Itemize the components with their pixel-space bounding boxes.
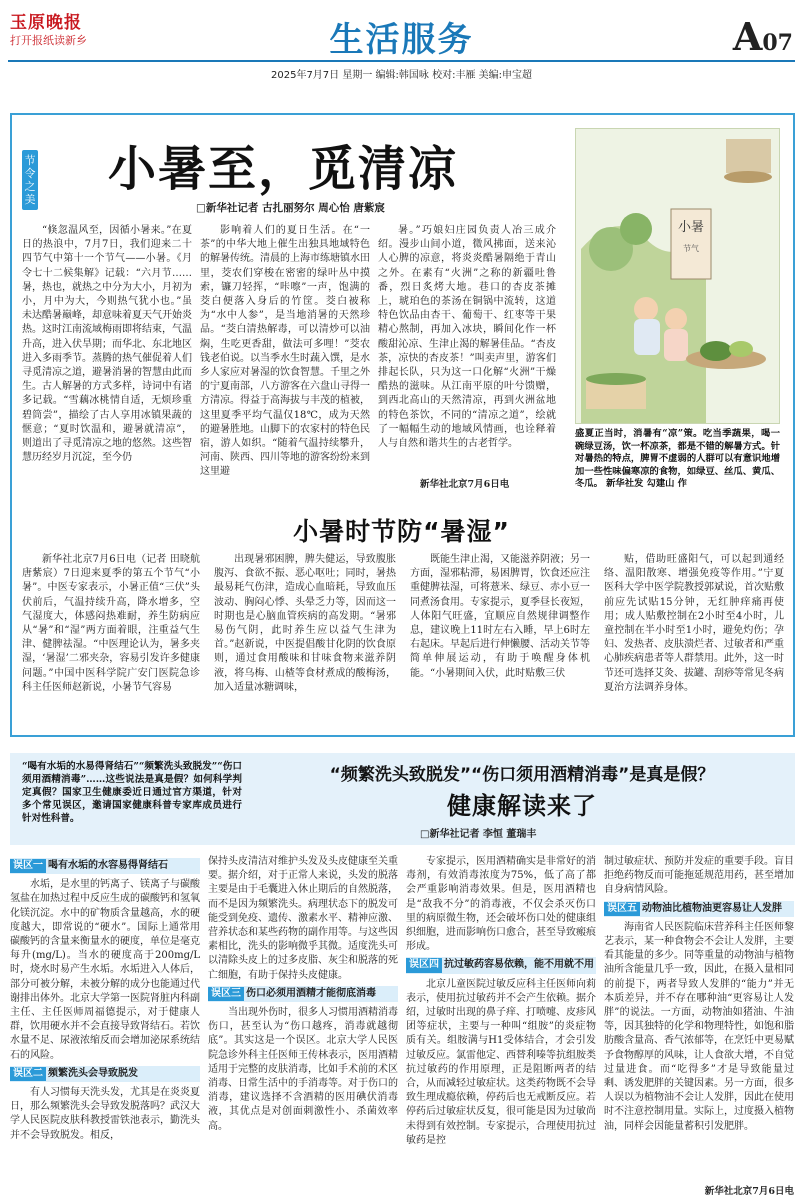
article3-column-4: 制过敏症状、预防并发症的重要手段。盲目拒绝药物反而可能拖延规范用药，甚至增加自身病情风险。 误区五 动物油比植物油更容易让人发胖 海南省人民医院临床营养科主任医师黎艺表示，某一种食物会不会让人发胖，主要看其能量的多少。同等重量的动物油与植物油所含能量几乎一致，因此，在摄入量相同的前提下，两者导致人发胖的“能力”并无本质差异，并不存在哪种油“更容易让人发胖”的说法。一方面，动物油如猪油、牛油等，因其独特的化学和物理特性，如饱和脂肪酸含量高、香气浓郁等，在烹饪中更易赋予食物醇厚的风味，让人食欲大增，不自觉过量进食。而“吃得多”才是导致能量过剩、诱发肥胖的关键因素。另一方面，很多人误以为植物油不会让人发胖，因此在使用时不注意控制用量。实际上，过度摄入植物油，同样会因能量蓄积引发肥胖。 [604, 856, 794, 1132]
myth-4-heading: 误区四 抗过敏药容易依赖，能不用就不用 [406, 957, 596, 973]
masthead-divider [8, 60, 795, 62]
illustration-caption: 盛夏正当时，消暑有“凉”策。吃当季蔬果，喝一碗绿豆汤，饮一杯凉茶，都是不错的解暑方式。针对暑热的特点，脾胃不虚弱的人群可以有意识地增加一些性味偏寒凉的食物，如绿豆、丝瓜、黄瓜、冬瓜。 新华社发 勾建山 作 [575, 428, 780, 489]
illustration-art [576, 129, 780, 424]
article3-intro: “喝有水垢的水易得肾结石”“频繁洗头致脱发”“伤口须用酒精消毒”……这些说法是真是假？如何科学判定真假？国家卫生健康委近日通过官方渠道，针对多个常见误区，邀请国家健康科普专家库成员进行针对性科普。 [22, 761, 242, 824]
article1-byline: □新华社记者 古扎丽努尔 周心怡 唐紫宸 [196, 202, 385, 214]
article3-column-2: 保持头皮清洁对维护头发及头皮健康至关重要。据介绍，对于正常人来说，头发的脱落主要是由于毛囊进入休止期后的自然脱落，而不是因为频繁洗头。病理状态下的脱发可能受到免疫、遗传、激素水平、精神应激、营养状态和某些药物的副作用等。与这些因素相比，洗头的影响微乎其微。适度洗头可以清除头皮上的过多皮脂、灰尘和脱落的死亡细胞，有助于保持头皮健康。 误区三 伤口必须用酒精才能彻底消毒 当出现外伤时，很多人习惯用酒精消毒伤口，甚至认为“伤口越疼，消毒就越彻底”。其实这是一个误区。北京大学人民医院急诊外科主任医师王传林表示，医用酒精适用于完整的皮肤消毒，比如手术前的术区消毒、日常生活中的手消毒等。对于伤口的消毒，建议选择不含酒精的医用碘伏消毒液，其优点是对创面刺激性小、杀菌效率高。 [208, 856, 398, 1132]
article2-column-4: 贴，借助旺盛阳气，可以起到通经络、温阳散寒、增强免疫等作用。”宁夏医科大学中医学院教授郭斌说，首次贴敷前应先试贴15分钟，无红肿痒痛再使用；成人贴敷控制在2小时至4小时，儿童控制在半小时至1小时，避免灼伤；孕妇、发热者、皮肤溃烂者、过敏者和严重心肺疾病患者等人群禁用。此外，这一时节还可选择艾灸、拔罐、刮痧等常见冬病夏治方法调养身体。 [604, 554, 784, 693]
article3-column-3: 专家提示，医用酒精确实是非常好的消毒剂，有效消毒浓度为75%，低了高了都会严重影响消毒效果。但是，医用酒精也是“敌我不分”的消毒液，不仅会杀灭伤口里的病原微生物，还会破坏伤口处的健康组织细胞，进而影响伤口愈合，甚至导致瘢痕形成。 误区四 抗过敏药容易依赖，能不用就不用 北京儿童医院过敏反应科主任医师向莉表示，使用抗过敏药并不会产生依赖。据介绍，过敏时出现的鼻子痒、打喷嚏、皮疹风团等症状，主要与一种叫“组胺”的炎症物质有关。组胺满与H1受体结合，才会引发过敏反应。氯雷他定、西替利嗪等抗组胺类抗过敏药的作用原理，正是阻断两者的结合，从而减轻过敏症状。这类药物既不会导致生理成瘾依赖，停药后也无戒断反应。若停药后过敏症状反复，很可能是因为过敏尚未得到有效控制。专家提示，合理使用抗过敏药是控 [406, 856, 596, 1146]
article1-dateline: 新华社北京7月6日电 [420, 479, 510, 490]
xiaoshu-illustration [575, 128, 780, 424]
article3-column-1: 误区一 喝有水垢的水容易得肾结石 水垢，是水里的钙离子、镁离子与碳酸氢盐在加热过程中反应生成的碳酸钙和氢氧化镁沉淀。水中的矿物质含量越高，水的硬度越大，即常说的“硬水”。国际上通常用碳酸钙的含量来衡量水的硬度，单位是毫克每升(mg/L)。当水的硬度高于200mg/L时，烧水时易产生水垢。水垢进入人体后，部分可被分解，未被分解的成分也能通过代谢排出体外。北京大学第一医院肾脏内科副主任、主任医师周福德提示，对于健康人群，饮用硬水并不会直接导致肾结石。若饮水量不足、尿液浓缩反而会增加泌尿系统结石的风险。 误区二 频繁洗头会导致脱发 有人习惯每天洗头发，尤其是在炎炎夏日，那么频繁洗头会导致发脱落吗？武汉大学人民医院皮肤科教授雷铁池表示，勤洗头并不会导致脱发。相反， [10, 860, 200, 1141]
article2-column-3: 既能生津止渴，又能滋养阴液；另一方面，湿邪粘滞，易困脾胃，饮食还应注重健脾祛湿，可将薏米、绿豆、赤小豆一同煮汤食用。专家提示，夏季昼长夜短，人体阳气旺盛，宜顺应自然规律调整作息，建议晚上11时左右入睡，早上6时左右起床。早起后进行伸懒腰、活动关节等简单伸展运动，有助于唤醒身体机能。“小暑期间入伏，此时贴敷三伏 [410, 554, 590, 679]
article1-column-1: “倏忽温风至，因循小暑来。”在夏日的热浪中，7月7日，我们迎来二十四节气中第十一个节气——小暑。《月令七十二候集解》记载：“六月节……暑，热也，就热之中分为大小，月初为小，月中为大，今则热气犹小也。”虽未达酷暑巅峰，却意味着夏天气开始炎热。这时江南流域梅雨即将结束，气温升高，进入伏旱期；而华北、东北地区进入多雨季节。蒸腾的热气催促着人们寻觅清凉之道，避暑消暑的智慧由此而生。古人解暑的方式多样，诗词中有诸多记载。“雪藕冰桃情自适，无烦珍重碧筒尝”，描绘了古人享用冰镇果蔬的惬意；“夏时饮温和，避暑就清凉”，则道出了寻觅清凉之地的悠然。这些智慧历经岁月沉淀，至今仍 [22, 225, 192, 464]
article3-byline: □新华社记者 李恒 董瑞丰 [420, 829, 537, 840]
article3-headline-top: “频繁洗头致脱发”“伤口须用酒精消毒”是真是假？ [329, 765, 715, 785]
myth-1-heading: 误区一 喝有水垢的水容易得肾结石 [10, 858, 200, 874]
newspaper-slogan: 打开报纸读新乡 [10, 34, 87, 47]
column-tag: 节令之美 [22, 150, 38, 210]
svg-text:节气: 节气 [683, 244, 699, 253]
section-title: 生活服务 [329, 20, 474, 60]
myth-2-heading: 误区二 频繁洗头会导致脱发 [10, 1066, 200, 1082]
article1-headline: 小暑至，觅清凉 [108, 141, 459, 197]
issue-info: 2025年7月7日 星期一 编辑:韩国咏 校对:丰雁 美编:申宝超 [271, 70, 532, 81]
article2-column-2: 出现暑邪困脾，脾失健运，导致腹胀腹泻、食欲不振、恶心呕吐；同时，暑热最易耗气伤津，造成心血暗耗，导致血压波动、胸闷心悸、头晕乏力等，因而这一时期也是心脑血管疾病的高发期。“暑邪易伤气阴，此时养生应以益气生津为首。”赵新说，中医提倡酸甘化阴的饮食原则，通过食用酸味和甘味食物来滋养阴液，将乌梅、山楂等食材煮成的酸梅汤，加入适量冰糖调味， [214, 554, 396, 693]
svg-text:小暑: 小暑 [677, 220, 705, 235]
myth-5-heading: 误区五 动物油比植物油更容易让人发胖 [604, 901, 794, 917]
article1-column-2: 影响着人们的夏日生活。在“一茶”的中华大地上催生出独具地域特色的解暑传统。清晨的上海市练塘镇水田里，茭农们穿梭在密密的绿叶丛中摸索，镰刀轻挥，“咔嚓”一声，饱满的茭白便落入身后的竹筐。茭白被称为“水中人参”，是当地消暑的天然珍品。“茭白清热解毒，可以清炒可以油焖，生吃更香甜，做法可多哩！”茭农钱老伯说。以当季水生时蔬入馔，是水乡人家应对暑湿的饮食智慧。千里之外的宁夏南部，八方游客在六盘山寻得一方清凉。得益于高海拔与丰茂的植被，这里夏季平均气温仅18℃，成为天然的避暑胜地。山脚下的农家村的特色民宿，游人如织。“随着气温持续攀升，河南、陕西、四川等地的游客纷纷来到这里避 [200, 225, 370, 478]
page-number: A07 [732, 14, 793, 59]
myth-3-heading: 误区三 伤口必须用酒精才能彻底消毒 [208, 986, 398, 1002]
article2-headline: 小暑时节防“暑湿” [293, 517, 510, 546]
article3-headline-main: 健康解读来了 [447, 792, 597, 820]
newspaper-logo: 玉原晚报 [10, 13, 82, 33]
article3-dateline: 新华社北京7月6日电 [704, 1186, 794, 1197]
article1-column-3: 暑。”巧娘妇庄园负责人冶三成介绍。漫步山间小道，微风拂面，送来沁人心脾的凉意，将炎炎酷暑隔绝于青山之外。在素有“火洲”之称的新疆吐鲁番，烈日炙烤大地。巷口的杏皮茶摊上，琥珀色的茶汤在铜锅中流转，这道特色饮品由杏干、葡萄干、红枣等干果精心熬制，再加入冰块，瞬间化作一杯酸甜沁凉、生津止渴的解暑佳品。“杏皮茶，凉快的杏皮茶！”叫卖声里，游客们排起长队，只为这一口化解“火洲”干燥酷热的滋味。从江南平原的叶兮馈赠，到西北高山的天然清凉，再到火洲盆地的特色茶饮，不同的“清凉之道”，绘就了一幅幅生动的地域风情画，也诠释着人与自然和谐共生的古老哲学。 [378, 225, 556, 450]
article2-column-1: 新华社北京7月6日电（记者 田晓航 唐紫宸）7日迎来夏季的第五个节气“小暑”。中医专家表示，小暑正值“三伏”头伏前后，气温持续升高，降水增多，空气湿度大，体感闷热难耐，养生防病应从“暑”和“湿”两方面着眼，注重益气生津、健脾祛湿。“中医理论认为，暑多夹湿，‘暑湿’二邪夹杂，容易引发许多健康问题。”中国中医科学院广安门医院急诊科主任医师赵新说，小暑节气容易 [22, 554, 200, 693]
